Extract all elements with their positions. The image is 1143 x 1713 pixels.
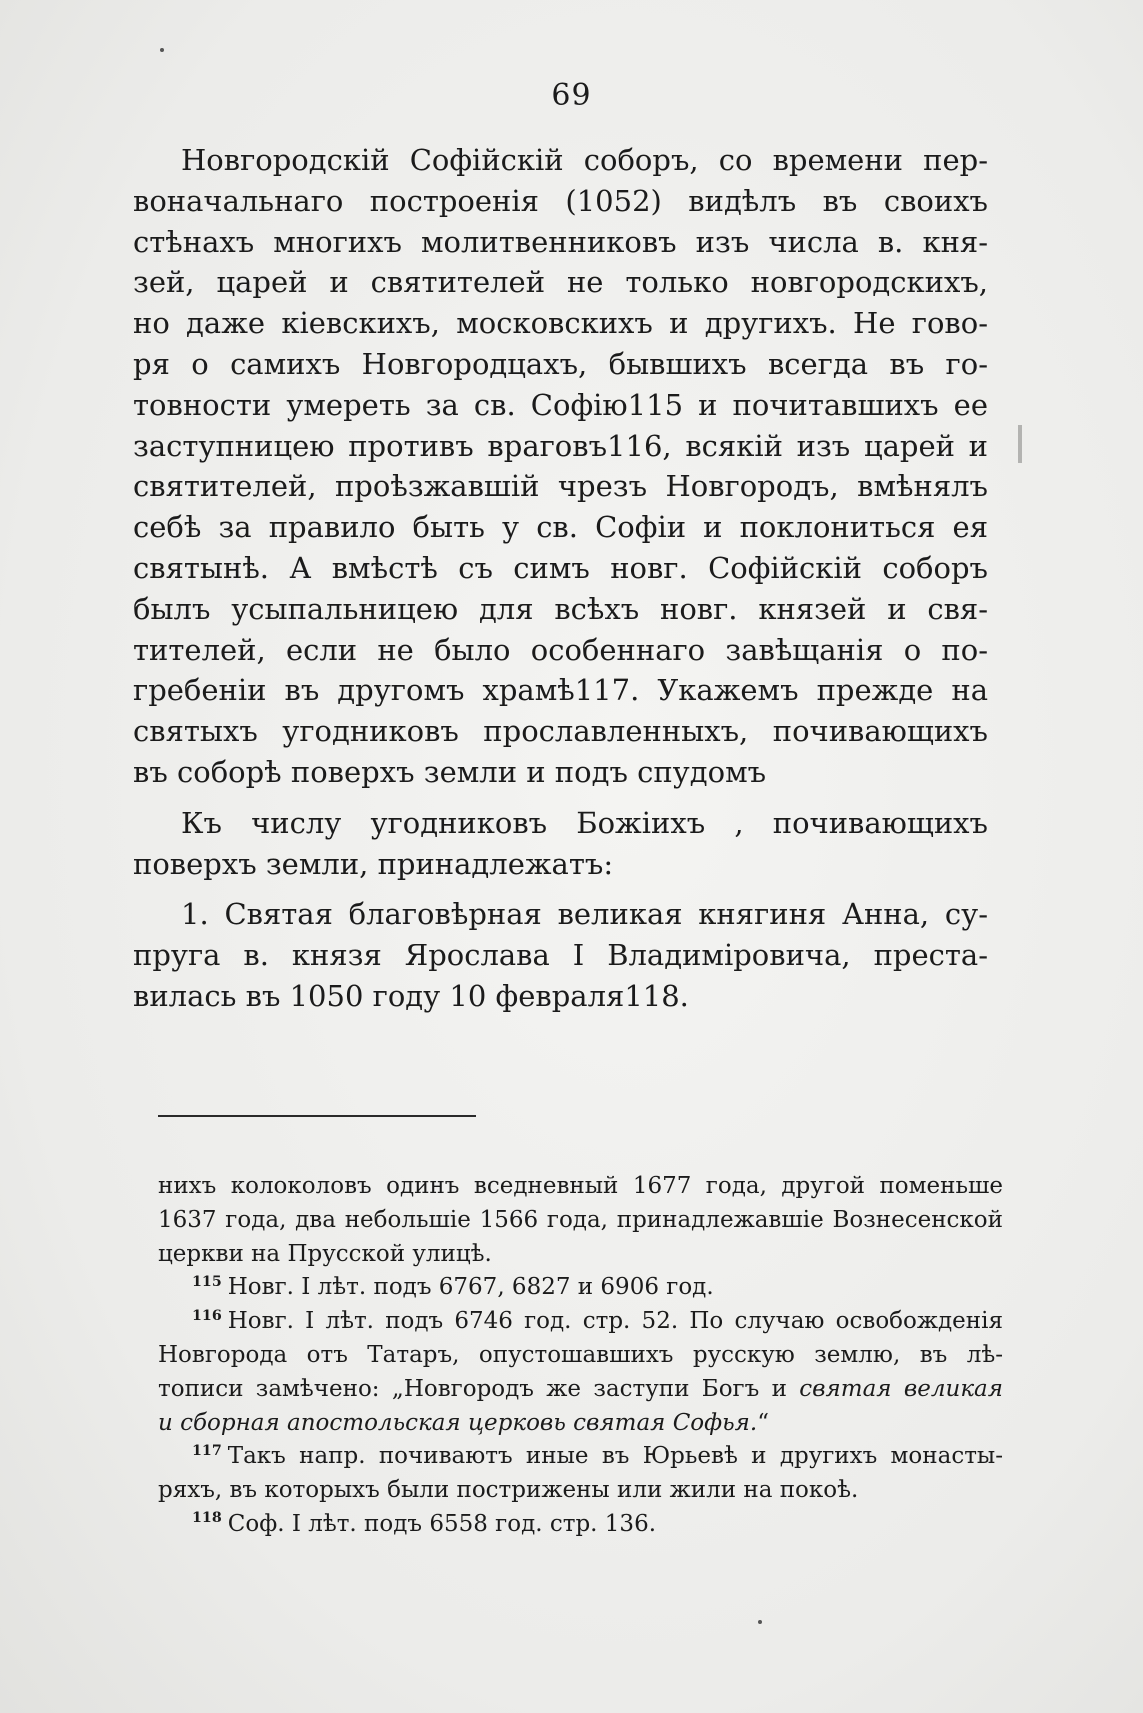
text-line — [133, 344, 988, 385]
text-line — [133, 935, 988, 976]
footnote-line — [158, 1373, 1003, 1407]
paragraph-2 — [133, 803, 988, 885]
text-line — [133, 976, 988, 1017]
footnote-line — [158, 1238, 1003, 1272]
text-line — [133, 752, 988, 793]
line-text: и почитавшихъ ее — [683, 387, 988, 422]
line-text-italic: и сборная апостольская церковь святая Софья. — [158, 1409, 758, 1436]
line-text: стѣнахъ многихъ молитвенниковъ изъ числа в. кня- — [133, 224, 988, 259]
page-speck — [758, 1620, 762, 1624]
line-text: , всякій изъ царей и — [662, 428, 988, 463]
paragraph-3 — [133, 894, 988, 1016]
text-line — [133, 222, 988, 263]
line-text: святыхъ угодниковъ прославленныхъ, почивающихъ — [133, 714, 988, 749]
main-text — [133, 140, 988, 1017]
paragraph-gap — [133, 793, 988, 803]
line-text: ряхъ, въ которыхъ были пострижены или жили на покоѣ. — [158, 1477, 859, 1504]
margin-mark — [1018, 425, 1022, 463]
footnote-line — [158, 1407, 1003, 1441]
footnote-ref: 118 — [624, 978, 680, 1013]
text-line — [133, 426, 988, 467]
footnote-line — [158, 1440, 1003, 1474]
footnote-line — [158, 1170, 1003, 1204]
page-speck — [160, 48, 164, 52]
line-text: Новг. I лѣт. подъ 6746 год. стр. 52. По случаю освобожденія — [227, 1308, 1003, 1335]
line-text: святителей, проѣзжавшій чрезъ Новгородъ, вмѣнялъ — [133, 469, 988, 504]
line-text: тителей, если не было особеннаго завѣщанія о по- — [133, 632, 988, 667]
paragraph-gap — [133, 884, 988, 894]
line-text: Такъ напр. почиваютъ иные въ Юрьевѣ и другихъ монасты- — [227, 1443, 1003, 1470]
text-line — [133, 630, 988, 671]
line-text: святынѣ. А вмѣстѣ съ симъ новг. Софійскій соборъ — [133, 550, 988, 585]
footnote-ref: 116 — [607, 428, 663, 463]
line-text: “ — [757, 1409, 769, 1436]
footnote-line — [158, 1474, 1003, 1508]
footnote-number: 116 — [192, 1307, 222, 1324]
line-text: 1637 года, два небольшіе 1566 года, принадлежавшіе Вознесенской — [158, 1206, 1003, 1233]
footnote-number: 118 — [192, 1510, 222, 1527]
footnotes — [158, 1170, 1003, 1542]
text-line — [133, 140, 988, 181]
line-text: себѣ за правило быть у св. Софіи и поклониться ея — [133, 510, 988, 545]
footnote-number: 117 — [192, 1442, 222, 1459]
line-text: товности умереть за св. Софію — [133, 387, 628, 422]
line-text: въ соборѣ поверхъ земли и подъ спудомъ — [133, 754, 767, 789]
text-line — [133, 589, 988, 630]
line-text: былъ усыпальницею для всѣхъ новг. князей и свя- — [133, 591, 988, 626]
line-text: Новг. I лѣт. подъ 6767, 6827 и 6906 год. — [227, 1274, 714, 1301]
line-text: гребеніи въ другомъ храмѣ — [133, 673, 575, 708]
line-text: Соф. I лѣт. подъ 6558 год. стр. 136. — [227, 1510, 657, 1537]
line-text: нихъ колоколовъ одинъ вседневный 1677 года, другой поменьше — [158, 1173, 1003, 1199]
line-text: ря о самихъ Новгородцахъ, бывшихъ всегда въ го- — [133, 346, 988, 381]
page-number: 69 — [551, 78, 592, 113]
footnote-ref: 117 — [574, 673, 631, 708]
line-text: церкви на Прусской улицѣ. — [158, 1240, 492, 1267]
line-text: зей, царей и святителей не только новгородскихъ, — [133, 265, 988, 300]
text-line — [133, 844, 988, 885]
footnote-line — [158, 1339, 1003, 1373]
text-line — [133, 385, 988, 426]
line-text: воначальнаго построенія (1052) видѣлъ въ своихъ — [133, 183, 988, 218]
text-line — [133, 303, 988, 344]
footnote-line — [158, 1508, 1003, 1542]
line-text: Къ числу угодниковъ Божіихъ , почивающихъ — [181, 805, 988, 840]
footnote-number: 115 — [192, 1273, 222, 1290]
line-text: Новгородскій Софійскій соборъ, со времени пер- — [181, 143, 988, 177]
paragraph-1 — [133, 140, 988, 793]
line-text: пруга в. князя Ярослава I Владиміровича, преста- — [133, 938, 988, 973]
text-line — [133, 181, 988, 222]
line-text: . Укажемъ прежде на — [630, 673, 988, 708]
footnote-line — [158, 1271, 1003, 1305]
text-line — [133, 548, 988, 589]
line-text: вилась въ 1050 году 10 февраля — [133, 978, 625, 1013]
text-line — [133, 262, 988, 303]
footnote-line — [158, 1204, 1003, 1238]
line-text: 1. Святая благовѣрная великая княгиня Анна, су- — [181, 897, 988, 932]
line-text: тописи замѣчено: „Новгородъ же заступи Богъ и — [158, 1375, 800, 1402]
line-text-italic: святая великая — [799, 1375, 1003, 1402]
line-text: заступницею противъ враговъ — [133, 428, 608, 463]
footnote-line — [158, 1305, 1003, 1339]
footnote-separator — [158, 1115, 476, 1117]
text-line — [133, 670, 988, 711]
line-text: поверхъ земли, принадлежатъ: — [133, 846, 614, 881]
line-text: но даже кіевскихъ, московскихъ и другихъ. Не гово- — [133, 306, 988, 341]
footnote-ref: 115 — [627, 387, 684, 422]
text-line — [133, 803, 988, 844]
text-line — [133, 894, 988, 935]
line-text: . — [679, 978, 689, 1013]
text-line — [133, 711, 988, 752]
line-text: Новгорода отъ Татаръ, опустошавшихъ русскую землю, въ лѣ- — [158, 1341, 1003, 1368]
text-line — [133, 507, 988, 548]
text-line — [133, 466, 988, 507]
